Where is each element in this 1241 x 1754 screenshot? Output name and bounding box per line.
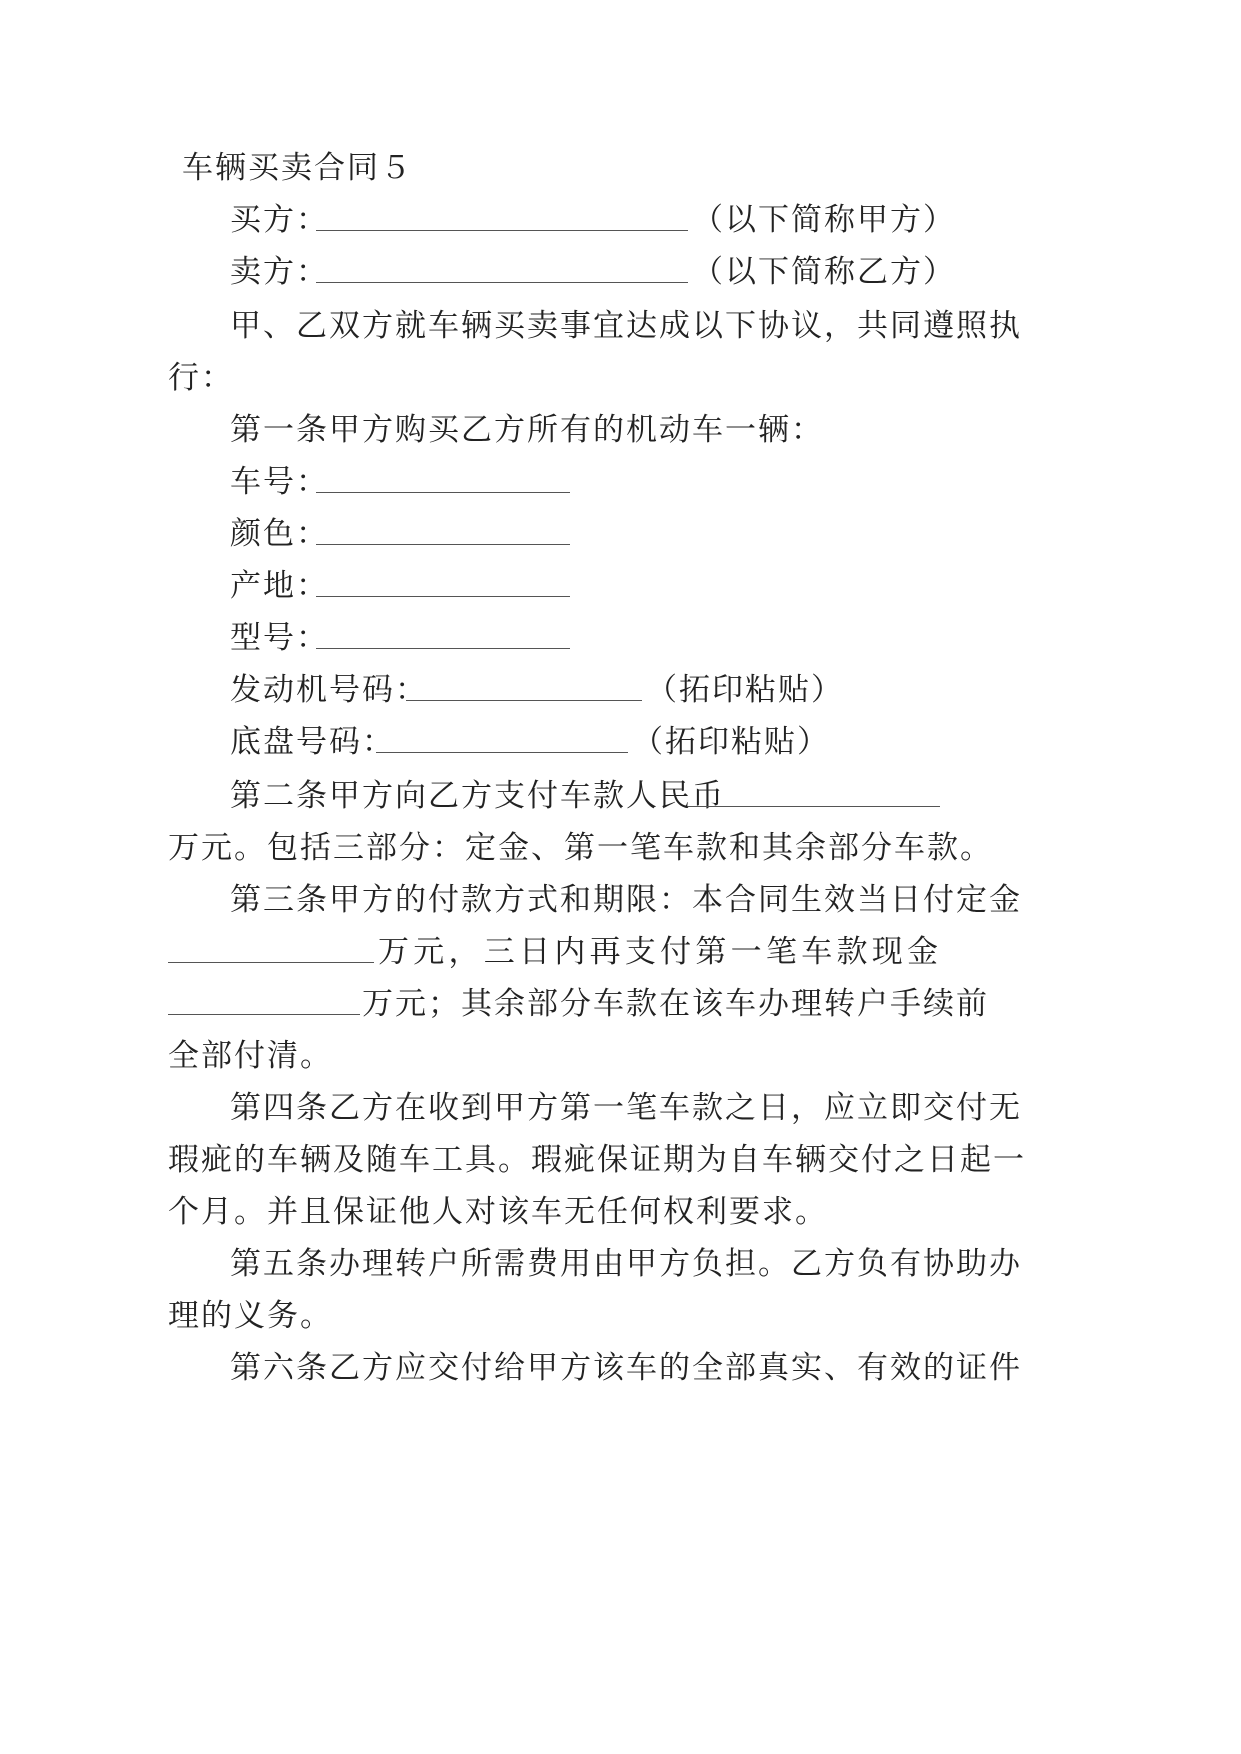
article3-line-2-char: 金 [906,934,938,970]
color-label: 颜色： [230,516,329,552]
article3-line-2-char: 元 [413,934,445,970]
article2-amount-blank-line [688,806,940,807]
article4-line-1: 第四条乙方在收到甲方第一笔车款之日，应立即交付无 [230,1090,1022,1126]
seller-blank-line [316,282,688,283]
article3-line-2-char: 车 [801,934,833,970]
article3-line-2-char: 现 [871,934,903,970]
article3-line-2-char: 支 [624,934,656,970]
article2-line-1: 第二条甲方向乙方支付车款人民币 [230,778,725,814]
plate-blank-line [316,492,570,493]
engine-number-label: 发动机号码： [230,672,428,708]
seller-label: 卖方： [230,254,329,290]
article3-line-2-char: 付 [660,934,692,970]
article3-line-2-char: 笔 [765,934,797,970]
article3-line-2-char: 万 [378,934,409,970]
model-blank-line [316,648,570,649]
buyer-alias: （以下简称甲方） [692,202,956,238]
article3-line-4: 全部付清。 [168,1038,333,1074]
article3-line-2 [378,932,938,972]
document-title: 车辆买卖合同５ [182,150,413,186]
article3-line-1: 第三条甲方的付款方式和期限：本合同生效当日付定金 [230,882,1022,918]
article3-line-2-char: 一 [730,934,762,970]
chassis-number-note: （拓印粘贴） [632,724,830,760]
article3-line-2-char: 三 [483,934,515,970]
article2-line-2: 万元。包括三部分：定金、第一笔车款和其余部分车款。 [168,830,993,866]
plate-label: 车号： [230,464,329,500]
article3-deposit-blank-line [168,962,374,963]
article3-line-2-char: 款 [836,934,868,970]
article4-line-3: 个月。并且保证他人对该车无任何权利要求。 [168,1194,828,1230]
article1-heading: 第一条甲方购买乙方所有的机动车一辆： [230,412,824,448]
article3-first-payment-blank-line [168,1014,360,1015]
origin-blank-line [316,596,570,597]
article4-line-2: 瑕疵的车辆及随车工具。瑕疵保证期为自车辆交付之日起一 [168,1142,1026,1178]
engine-number-blank-line [406,700,642,701]
article3-line-2-char: 第 [695,934,727,970]
article5-line-2: 理的义务。 [168,1298,333,1334]
chassis-number-label: 底盘号码： [230,724,395,760]
article6-line-1: 第六条乙方应交付给甲方该车的全部真实、有效的证件 [230,1350,1022,1386]
article3-line-2-char: 再 [589,934,621,970]
buyer-blank-line [316,230,688,231]
chassis-number-blank-line [376,752,628,753]
color-blank-line [316,544,570,545]
intro-line-1: 甲、乙双方就车辆买卖事宜达成以下协议，共同遵照执 [230,308,1022,344]
engine-number-note: （拓印粘贴） [646,672,844,708]
model-label: 型号： [230,620,329,656]
article5-line-1: 第五条办理转户所需费用由甲方负担。乙方负有协助办 [230,1246,1022,1282]
article3-line-3: 万元；其余部分车款在该车办理转户手续前 [362,986,989,1022]
article3-line-2-char: ， [448,934,480,970]
buyer-label: 买方： [230,202,329,238]
article3-line-2-char: 内 [554,934,586,970]
intro-line-2: 行： [168,360,234,396]
article3-line-2-char: 日 [519,934,551,970]
seller-alias: （以下简称乙方） [692,254,956,290]
origin-label: 产地： [230,568,329,604]
